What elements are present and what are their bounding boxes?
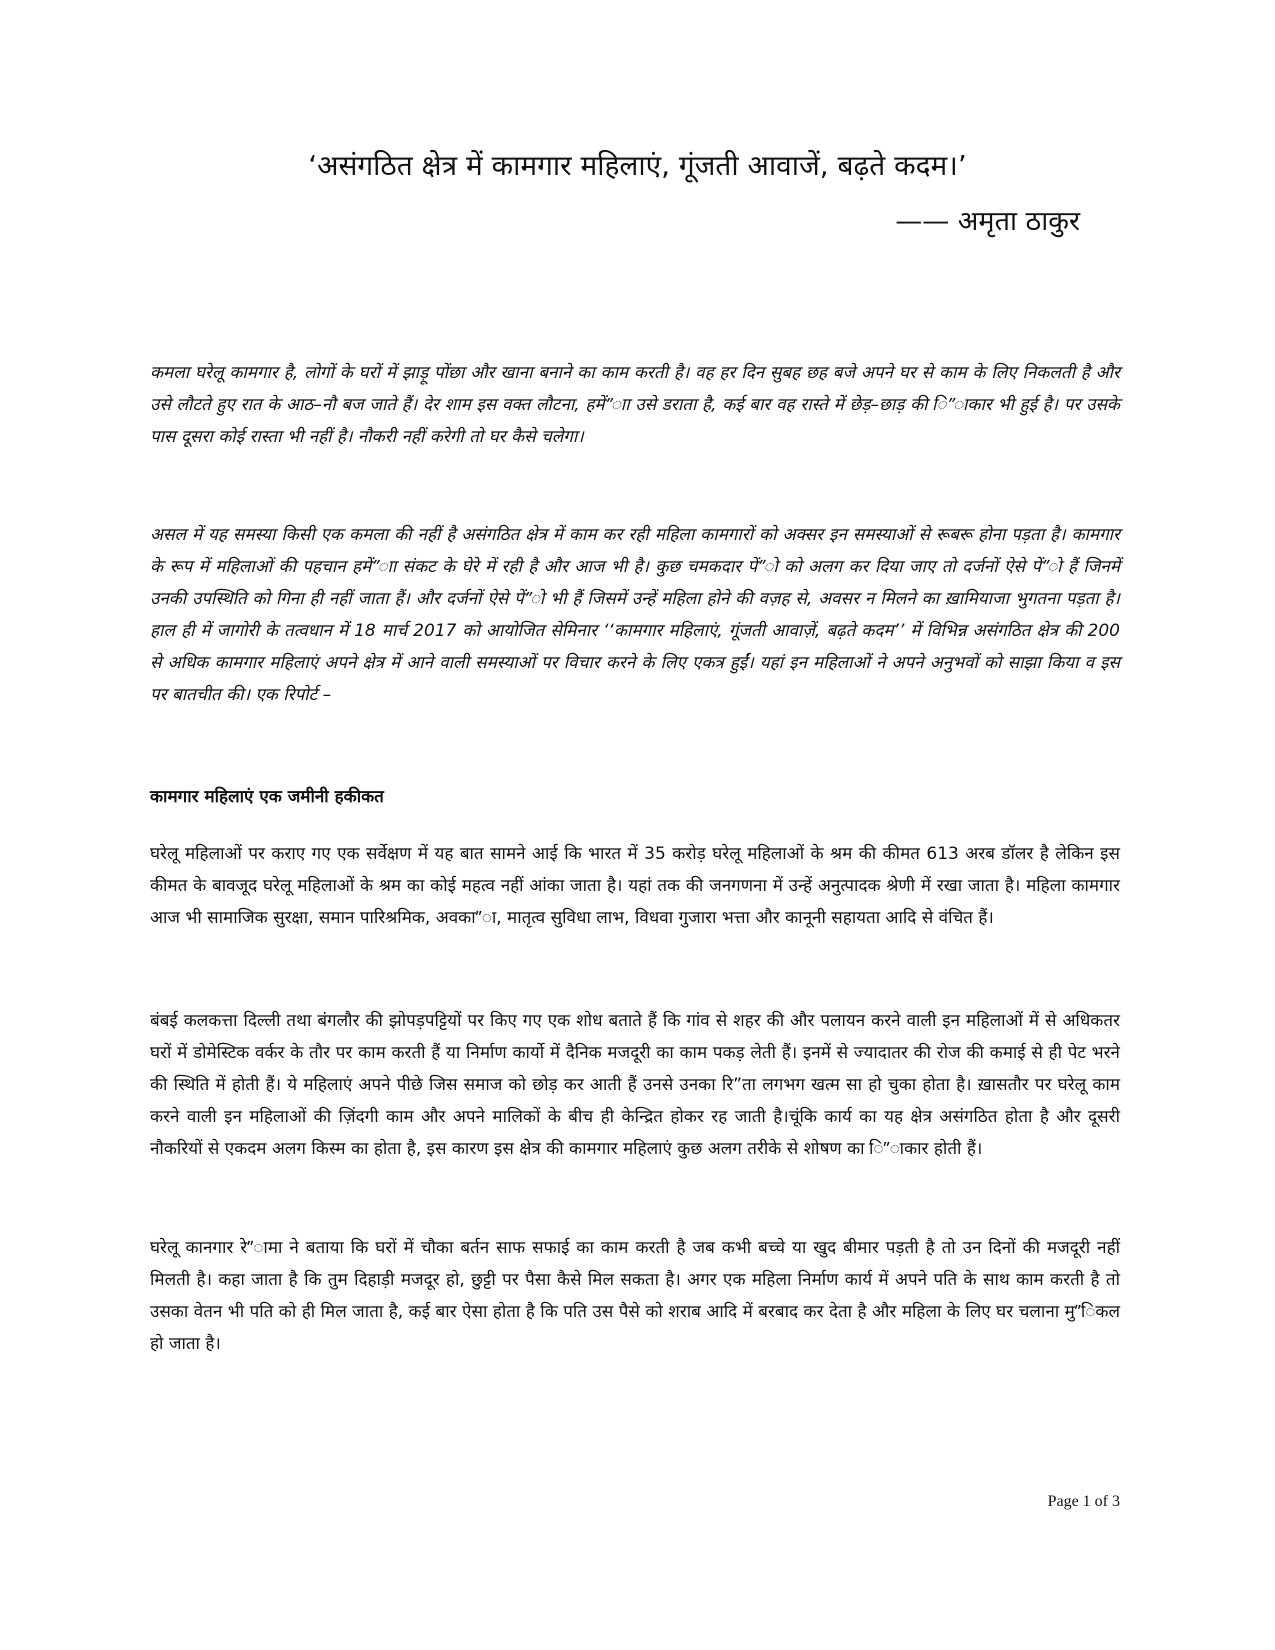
context-paragraph: असल में यह समस्या किसी एक कमला की नहीं है असंगठित क्षेत्र में काम कर रही महिला कामगारों को अक्सर इन समस्याओं से रूबरू होना पड़ता है। कामगार के रूप में महिलाओं की पहचान हमें”ाा संकट के घेरे में रही है और आज भी है। कुछ चमकदार पें”ो को अलग कर दिया जाए तो दर्जनों ऐसे पें”ो हैं जिनमें उनकी उपस्थिति को गिना ही नहीं जाता हैं। और दर्जनों ऐसे पें”ो भी हैं जिसमें उन्हें महिला होने की वज़ह से, अवसर न मिलने का ख़ामियाजा भुगतना पड़ता है। हाल ही में जागोरी के तत्वधान में 18 मार्च 2017 को आयोजित सेमिनार ‘‘कामगार महिलाएं, गूंजती आवाज़ें, बढ़ते कदम’’ में विभिन्न असंगठित क्षेत्र की 200 से अधिक कामगार महिलाएं अपने क्षेत्र में आने वाली समस्याओं पर विचार करने के लिए एकत्र हुईं। यहां इन महिलाओं ने अपने अनुभवों को साझा किया व इस पर बातचीत की। एक रिपोर्ट – (150, 525, 1120, 705)
document-title: ‘असंगठित क्षेत्र में कामगार महिलाएं, गूंजती आवाजें, बढ़ते कदम।’ (308, 149, 967, 182)
body-paragraph: घरेलू महिलाओं पर कराए गए एक सर्वेक्षण में यह बात सामने आई कि भारत में 35 करोड़ घरेलू महिलाओं के श्रम की कीमत 613 अरब डॉलर है लेकिन इस कीमत के बावजूद घरेलू महिलाओं के श्रम का कोई महत्व नहीं आंका जाता है। यहां तक की जनगणना में उन्हें अनुत्पादक श्रेणी में रखा जाता है। महिला कामगार आज भी सामाजिक सुरक्षा, समान पारिश्रमिक, अवका”ा, मातृत्व सुविधा लाभ, विधवा गुजारा भत्ता और कानूनी सहायता आदि से वंचित हैं। (150, 844, 1120, 928)
body-paragraph: बंबई कलकत्ता दिल्ली तथा बंगलौर की झोपड़पट्टियों पर किए गए एक शोध बताते हैं कि गांव से शहर की और पलायन करने वाली इन महिलाओं में से अधिकतर घरों में डोमेस्टिक वर्कर के तौर पर काम करती हैं या निर्माण कार्यो में दैनिक मजदूरी का काम पकड़ लेती हैं। इनमें से ज्यादातर की रोज की कमाई से ही पेट भरने की स्थिति में होती हैं। ये महिलाएं अपने पीछे जिस समाज को छोड़ कर आती हैं उनसे उनका रि”ता लगभग खत्म सा हो चुका होता है। ख़ासतौर पर घरेलू काम करने वाली इन महिलाओं की ज़िंदगी काम और अपने मालिकों के बीच ही केन्द्रित होकर रह जाती है।चूंकि कार्य का यह क्षेत्र असंगठित होता है और दूसरी नौकरियों से एकदम अलग किस्म का होता है, इस कारण इस क्षेत्र की कामगार महिलाएं कुछ अलग तरीके से शोषण का ि”ाकार होती हैं। (150, 1011, 1120, 1159)
page-number: Page 1 of 3 (1047, 1493, 1120, 1510)
intro-paragraph: कमला घरेलू कामगार है, लोगों के घरों में झाड़ू पोंछा और खाना बनाने का काम करती है। वह हर दिन सुबह छह बजे अपने घर से काम के लिए निकलती है और उसे लौटते हुए रात के आठ–नौ बज जाते हैं। देर शाम इस वक्त लौटना, हमें”ाा उसे डराता है, कई बार वह रास्ते में छेड़–छाड़ की ि”ाकार भी हुई है। पर उसके पास दूसरा कोई रास्ता भी नहीं है। नौकरी नहीं करेगी तो घर कैसे चलेगा। (150, 363, 1120, 447)
body-paragraph: घरेलू कानगार रे”ामा ने बताया कि घरों में चौका बर्तन साफ सफाई का काम करती है जब कभी बच्चे या खुद बीमार पड़ती है तो उन दिनों की मजदूरी नहीं मिलती है। कहा जाता है कि तुम दिहाड़ी मजदूर हो, छुट्टी पर पैसा कैसे मिल सकता है। अगर एक महिला निर्माण कार्य में अपने पति के साथ काम करती है तो उसका वेतन भी पति को ही मिल जाता है, कई बार ऐसा होता है कि पति उस पैसे को शराब आदि में बरबाद कर देता है और महिला के लिए घर चलाना मु”िकल हो जाता है। (150, 1238, 1120, 1354)
author-name: —— अमृता ठाकुर (895, 206, 1080, 237)
section-heading: कामगार महिलाएं एक जमीनी हकीकत (150, 787, 384, 807)
